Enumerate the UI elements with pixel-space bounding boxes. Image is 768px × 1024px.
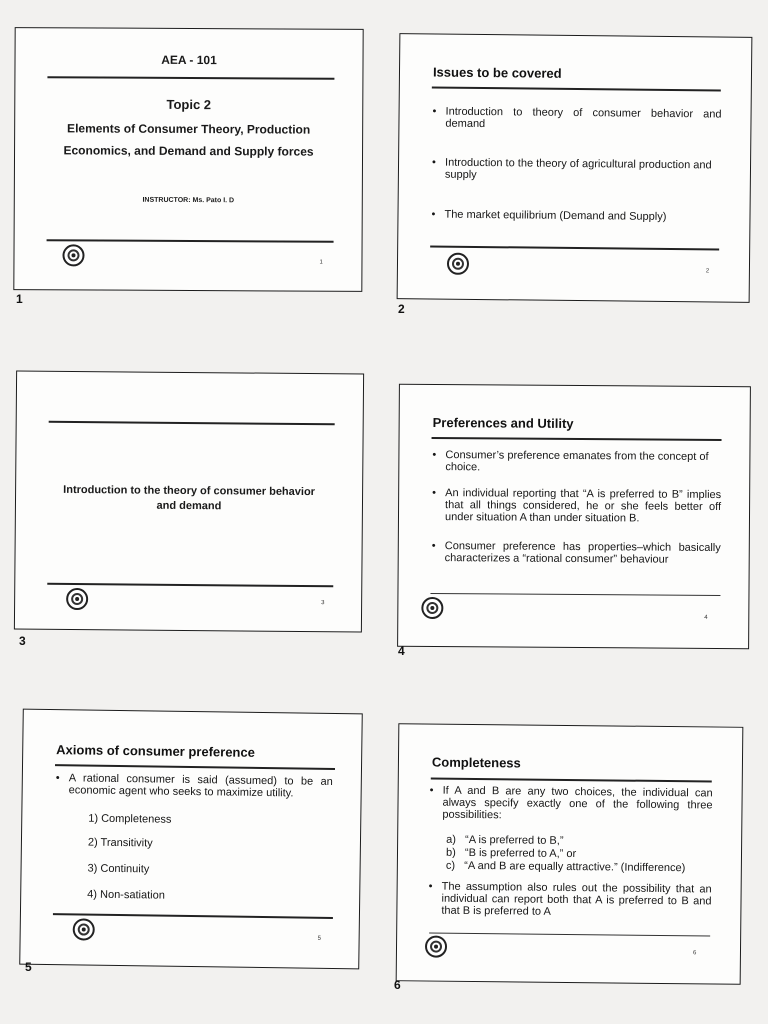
bullet-2: • The assumption also rules out the possibility that an individual can report both that A is preferred to B and that B is preferred to A (428, 880, 712, 918)
page-number: 6 (692, 950, 697, 957)
slide-number-1: 1 (16, 292, 23, 306)
slide-6 (396, 723, 744, 985)
course-code: AEA - 101 (161, 52, 217, 68)
slide-number-4: 4 (398, 644, 405, 658)
axiom-4: 4) Non-satiation (87, 888, 165, 902)
footer-rule (429, 933, 710, 937)
university-logo-icon (421, 597, 443, 619)
slide-number-2: 2 (398, 302, 405, 316)
topic-label: Topic 2 (166, 96, 212, 113)
possibility-c: c) “A and B are equally attractive.” (Indifference) (445, 859, 686, 875)
bullet-1: • A rational consumer is said (assumed) to be an economic agent who seeks to maximize utility. (55, 772, 333, 800)
footer-rule (47, 583, 333, 587)
footer-rule (430, 245, 719, 250)
title-rule (432, 87, 721, 92)
slide-title: Axioms of consumer preference (56, 742, 256, 760)
bullet-1: • Consumer’s preference emanates from the concept of choice. (432, 449, 709, 474)
page-number: 4 (704, 614, 708, 621)
title-line-2: Economics, and Demand and Supply forces (63, 143, 314, 159)
bullet-2: • An individual reporting that “A is preferred to B” implies that all things considered, he or she feels better off under situation A than under situation B. (432, 487, 722, 525)
title-rule (431, 778, 712, 783)
axiom-3: 3) Continuity (87, 862, 150, 876)
header-rule (49, 421, 335, 425)
bullet-1: • Introduction to theory of consumer behavior and demand (432, 105, 722, 131)
slide-number-5: 5 (25, 960, 32, 974)
heading-line-2: and demand (156, 499, 222, 513)
slide-2 (397, 33, 753, 303)
header-rule (47, 76, 334, 80)
instructor-line: INSTRUCTOR: Ms. Pato I. D (142, 196, 235, 205)
slide-number-6: 6 (394, 978, 401, 992)
page-number: 1 (319, 259, 323, 266)
university-logo-icon (62, 244, 84, 266)
bullet-1: • If A and B are any two choices, the individual can always specify exactly one of the following three possibilities: (429, 784, 713, 822)
university-logo-icon (73, 918, 95, 940)
slide-title: Issues to be covered (432, 64, 562, 81)
slide-title: Preferences and Utility (432, 415, 574, 431)
possibility-a: a) “A is preferred to B,” (446, 833, 564, 847)
title-line-1: Elements of Consumer Theory, Production (67, 121, 311, 137)
footer-rule (53, 913, 333, 919)
possibility-b: b) “B is preferred to A,” or (445, 846, 577, 861)
page-number: 5 (317, 935, 322, 942)
slide-4 (397, 384, 751, 649)
slide-5 (19, 709, 363, 970)
axiom-1: 1) Completeness (88, 812, 172, 826)
footer-rule (430, 593, 720, 596)
bullet-2: • Introduction to the theory of agricultural production and supply (431, 156, 712, 181)
page-number: 3 (321, 600, 325, 607)
axiom-2: 2) Transitivity (87, 836, 153, 850)
university-logo-icon (447, 253, 469, 275)
slide-number-3: 3 (19, 634, 26, 648)
title-rule (432, 437, 722, 441)
bullet-3: • The market equilibrium (Demand and Supply) (431, 208, 667, 223)
footer-rule (47, 239, 334, 243)
slide-3 (14, 370, 364, 632)
heading-line-1: Introduction to the theory of consumer behavior (63, 483, 316, 499)
title-rule (55, 764, 335, 770)
university-logo-icon (66, 588, 88, 610)
slide-title: Completeness (431, 754, 521, 771)
slide-1 (13, 27, 363, 292)
university-logo-icon (425, 935, 447, 957)
page-number: 2 (705, 268, 710, 275)
bullet-3: • Consumer preference has properties–which basically characterizes a “rational consumer” behaviour (431, 540, 721, 566)
